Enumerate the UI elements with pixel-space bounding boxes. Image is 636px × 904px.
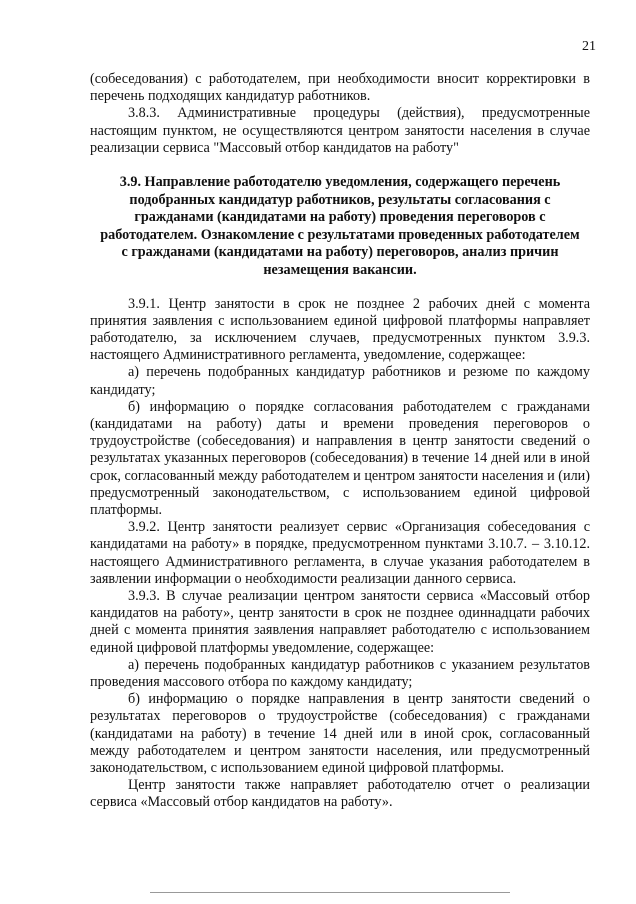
paragraph-3-9-3: 3.9.3. В случае реализации центром занятости сервиса «Массовый отбор кандидатов на работу», центр занятости в срок не позднее одиннадцати рабочих дней с момента принятия заявления направляет работодателю с использованием единой цифровой платформы уведомление, содержащее: <box>90 588 590 656</box>
list-item-a: а) перечень подобранных кандидатур работников и резюме по каждому кандидату; <box>90 364 590 398</box>
footer-divider <box>150 892 510 893</box>
list-item-a-2: а) перечень подобранных кандидатур работников с указанием результатов проведения массового отбора по каждому кандидату; <box>90 656 590 691</box>
paragraph-3-9-2: 3.9.2. Центр занятости реализует сервис «Организация собеседования с кандидатами на работу» в порядке, предусмотренном пунктами 3.10.7. – 3.10.12. настоящего Административного регламента, в случае указания работодателем в заявлении информации о необходимости реализации данного сервиса. <box>90 519 590 587</box>
list-item-b-2: б) информацию о порядке направления в центр занятости сведений о результатах переговоров о трудоустройстве (собеседования) с гражданами (кандидатами на работу) в течение 14 дней или в иной срок, согласованный между работодателем и центром занятости населения, или предусмотренный законодательством, с использованием единой цифровой платформы. <box>90 691 590 777</box>
document-body <box>90 71 590 812</box>
page-number: 21 <box>582 39 596 54</box>
paragraph-report: Центр занятости также направляет работодателю отчет о реализации сервиса «Массовый отбор кандидатов на работу». <box>90 777 590 811</box>
paragraph-continuation: (собеседования) с работодателем, при необходимости вносит корректировки в перечень подходящих кандидатур работников. <box>90 71 590 105</box>
paragraph-3-8-3: 3.8.3. Административные процедуры (действия), предусмотренные настоящим пунктом, не осуществляются центром занятости населения в случае реализации сервиса "Массовый отбор кандидатов на работу" <box>90 105 590 156</box>
section-heading-3-9: 3.9. Направление работодателю уведомления, содержащего перечень подобранных кандидатур работников, результаты согласования с гражданами (кандидатами на работу) проведения переговоров с работодателем. Ознакомление с результатами проведенных работодателем с гражданами (кандидатами на работу) переговоров, анализ причин незамещения вакансии. <box>100 174 580 278</box>
list-item-b: б) информацию о порядке согласования работодателем с гражданами (кандидатами на работу) даты и времени проведения переговоров о трудоустройстве (собеседования) и направления в центр занятости сведений о результатах указанных переговоров (собеседования) в течение 14 дней или в иной срок, согласованный между работодателем и центром занятости населения и (или) предусмотренный законодательством, с использованием единой цифровой платформы. <box>90 398 590 519</box>
paragraph-3-9-1: 3.9.1. Центр занятости в срок не позднее 2 рабочих дней с момента принятия заявления с использованием единой цифровой платформы направляет работодателю, за исключением случаев, предусмотренных пунктом 3.9.3. настоящего Административного регламента, уведомление, содержащее: <box>90 295 590 364</box>
